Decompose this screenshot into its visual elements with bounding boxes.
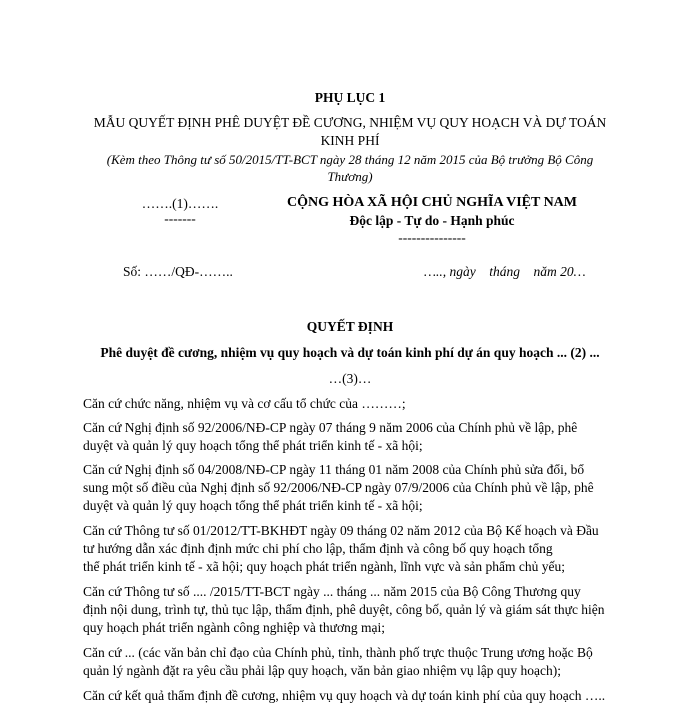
appendix-heading-line2: KINH PHÍ [320,133,380,148]
body-line: Căn cứ ... (các văn bản chỉ đạo của Chính phủ, tỉnh, thành phố trực thuộc Trung ương hoặc Bộ [83,645,593,660]
appendix-note-line2: Thương) [327,169,373,184]
body-line: Căn cứ Thông tư số 01/2012/TT-BKHĐT ngày 09 tháng 02 năm 2012 của Bộ Kế hoạch và Đầu [83,523,599,538]
decision-subject: Phê duyệt đề cương, nhiệm vụ quy hoạch và dự toán kinh phí dự án quy hoạch ... (2) ... [100,345,600,360]
agency-rule: ------- [164,211,196,226]
body-line: Căn cứ kết quả thẩm định đề cương, nhiệm vụ quy hoạch và dự toán kinh phí của quy hoạch ….. [83,688,606,703]
appendix-heading-line1: MẪU QUYẾT ĐỊNH PHÊ DUYỆT ĐỀ CƯƠNG, NHIỆM VỤ QUY HOẠCH VÀ DỰ TOÁN [93,115,607,130]
motto-rule: --------------- [398,230,466,245]
body-line: quản lý ngành đặt ra yêu cầu phải lập quy hoạch, văn bản giao nhiệm vụ lập quy hoạch); [83,663,561,678]
body-line: Căn cứ Nghị định số 92/2006/NĐ-CP ngày 07 tháng 9 năm 2006 của Chính phủ về lập, phê [83,420,578,435]
appendix-title: PHỤ LỤC 1 [314,90,386,105]
decision-number: Số: ……/QĐ-…….. [123,264,233,279]
decision-title: QUYẾT ĐỊNH [306,319,394,334]
issue-date: ….., ngày tháng năm 20… [424,264,586,279]
appendix-note-line1: (Kèm theo Thông tư số 50/2015/TT-BCT ngày 28 tháng 12 năm 2015 của Bộ trưởng Bộ Công [106,152,594,167]
issuing-agency: …….(1)……. [141,196,219,211]
body-line: Căn cứ Thông tư số .... /2015/TT-BCT ngày ... tháng ... năm 2015 của Bộ Công Thương quy [83,584,581,599]
body-line: Căn cứ Nghị định số 04/2008/NĐ-CP ngày 11 tháng 01 năm 2008 của Chính phủ sửa đổi, bổ [83,462,585,477]
body-line: định nội dung, trình tự, thủ tục lập, thẩm định, phê duyệt, công bố, quản lý và giám sát thực hiện [83,602,605,617]
body-line: quy hoạch phát triển ngành công nghiệp và thương mại; [83,620,386,635]
decision-authority: …(3)… [328,371,372,386]
body-line: Căn cứ chức năng, nhiệm vụ và cơ cấu tổ chức của ………; [83,396,406,411]
body-line: sung một số điều của Nghị định số 92/2006/NĐ-CP ngày 07/9/2006 của Chính phủ về lập, phê [83,480,594,495]
body-line: duyệt và quản lý quy hoạch tổng thể phát triển kinh tế - xã hội; [83,498,423,513]
national-motto: Độc lập - Tự do - Hạnh phúc [349,213,515,228]
body-line: thể phát triển kinh tế - xã hội; quy hoạch phát triển ngành, lĩnh vực và sản phẩm chủ yếu; [83,559,565,574]
body-line: tư hướng dẫn xác định định mức chi phí cho lập, thẩm định và công bố quy hoạch tổng [83,541,553,556]
country-name: CỘNG HÒA XÃ HỘI CHỦ NGHĨA VIỆT NAM [286,195,577,210]
body-line: duyệt và quản lý quy hoạch tổng thể phát triển kinh tế - xã hội; [83,438,423,453]
